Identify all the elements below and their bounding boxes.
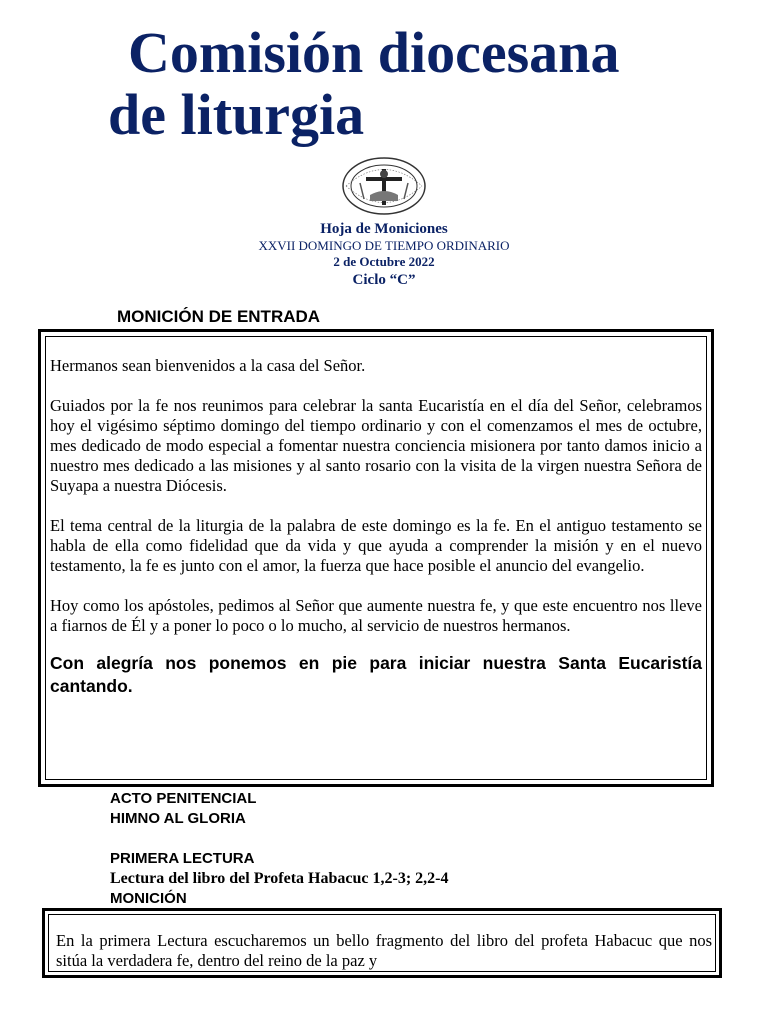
- paragraph: Guiados por la fe nos reunimos para celebrar la santa Eucaristía en el día del Señor, celebramos hoy el vigésimo séptimo domingo del tiempo ordinario y con el comenzamos el mes de octubre, mes dedicado de modo especial a fomentar nuestra conciencia misionera por tanto damos inicio a nuestro mes dedicado a las misiones y al santo rosario con la visita de la virgen nuestra Señora de Suyapa a nuestra Diócesis.: [50, 396, 702, 495]
- entrance-monition-box: [38, 329, 714, 787]
- title-line-2: de liturgia: [108, 82, 365, 147]
- first-reading-monition-box: [42, 908, 722, 978]
- first-reading-monition-text: En la primera Lectura escucharemos un bello fragmento del libro del profeta Habacuc que nos sitúa la verdadera fe, dentro del reino de la paz y: [56, 931, 712, 970]
- diocesan-seal-icon: [340, 155, 428, 217]
- monition-label: MONICIÓN: [110, 890, 187, 907]
- entrance-monition-text: [50, 356, 702, 698]
- title-line-1: Comisión diocesana: [128, 20, 620, 85]
- entrance-heading: MONICIÓN DE ENTRADA: [117, 307, 321, 326]
- sheet-date: 2 de Octubre 2022: [333, 254, 435, 269]
- penitential-act-label: ACTO PENITENCIAL: [110, 790, 257, 807]
- first-reading-label: PRIMERA LECTURA: [110, 850, 255, 867]
- page-title: [108, 22, 748, 146]
- closing-invitation: Con alegría nos ponemos en pie para iniciar nuestra Santa Eucaristía cantando.: [50, 653, 702, 696]
- sunday-name: XXVII DOMINGO DE TIEMPO ORDINARIO: [258, 238, 510, 253]
- rubrics-list: [110, 789, 448, 909]
- spacer: [110, 829, 448, 849]
- sheet-header: [0, 220, 768, 289]
- sheet-name: Hoja de Moniciones: [320, 221, 448, 237]
- paragraph: Hermanos sean bienvenidos a la casa del Señor.: [50, 356, 366, 375]
- paragraph: Hoy como los apóstoles, pedimos al Señor que aumente nuestra fe, y que este encuentro nos lleve a fiarnos de Él y a poner lo poco o lo mucho, al servicio de nuestros hermanos.: [50, 596, 702, 635]
- gloria-label: HIMNO AL GLORIA: [110, 810, 246, 827]
- reading-citation: Lectura del libro del Profeta Habacuc 1,2-3; 2,2-4: [110, 870, 449, 887]
- paragraph: El tema central de la liturgia de la palabra de este domingo es la fe. En el antiguo testamento se habla de ella como fidelidad que da vida y que ayuda a comprender la misión y en el nuevo testamento, la fe es junto con el amor, la fuerza que hace posible el anuncio del evangelio.: [50, 516, 702, 575]
- liturgical-cycle: Ciclo “C”: [352, 272, 416, 288]
